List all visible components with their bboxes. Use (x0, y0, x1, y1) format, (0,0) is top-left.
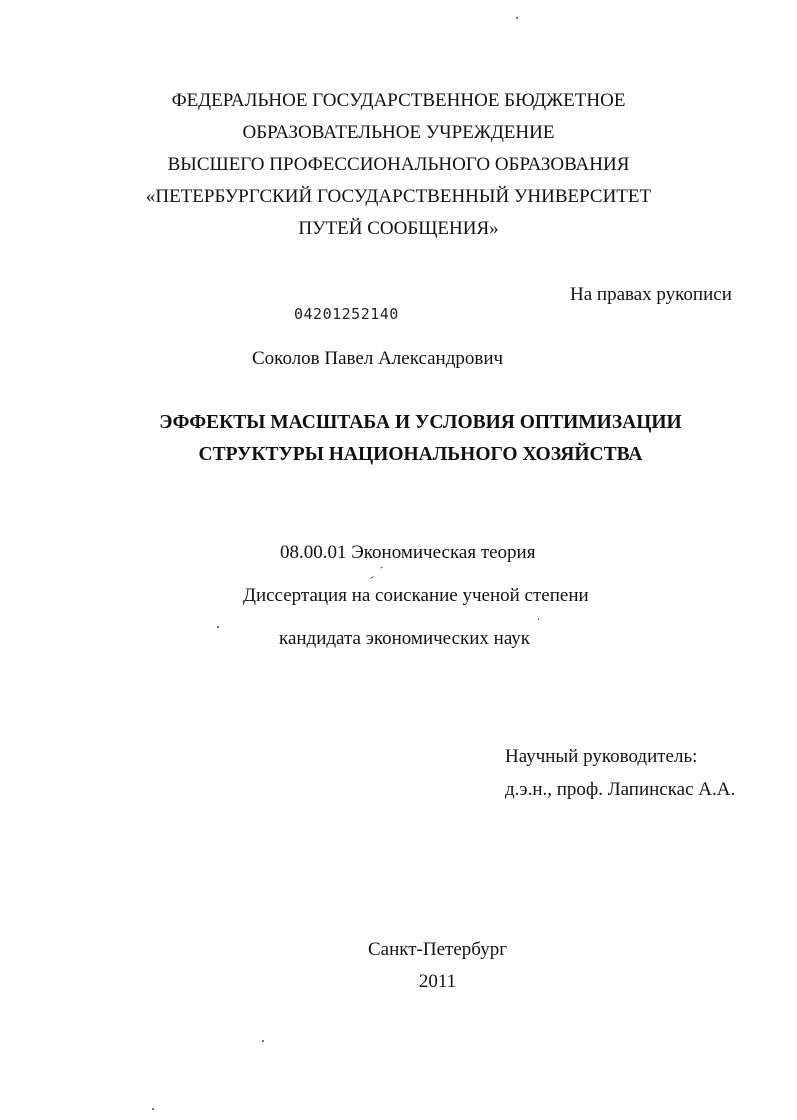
catalog-number: 04201252140 (294, 305, 399, 323)
scan-speck (516, 17, 518, 19)
scan-speck (380, 566, 383, 568)
year: 2011 (418, 971, 457, 992)
header-line-4: «ПЕТЕРБУРГСКИЙ ГОСУДАРСТВЕННЫЙ УНИВЕРСИТЕТ (145, 186, 652, 207)
scan-speck (370, 576, 374, 579)
scan-speck (152, 1108, 154, 1110)
manuscript-note: На правах рукописи (570, 284, 732, 305)
specialty: 08.00.01 Экономическая теория (280, 542, 536, 563)
header-line-3: ВЫСШЕГО ПРОФЕССИОНАЛЬНОГО ОБРАЗОВАНИЯ (167, 154, 630, 175)
header-line-5: ПУТЕЙ СООБЩЕНИЯ» (298, 218, 499, 239)
scan-speck (217, 626, 219, 628)
degree-line-1: Диссертация на соискание ученой степени (243, 585, 589, 606)
scan-speck (262, 1040, 264, 1042)
city: Санкт-Петербург (367, 939, 507, 960)
author-name: Соколов Павел Александрович (252, 348, 504, 369)
supervisor-name: д.э.н., проф. Лапинскас А.А. (505, 779, 736, 800)
header-line-2: ОБРАЗОВАТЕЛЬНОЕ УЧРЕЖДЕНИЕ (242, 122, 555, 143)
title-line-1: ЭФФЕКТЫ МАСШТАБА И УСЛОВИЯ ОПТИМИЗАЦИИ (159, 412, 682, 433)
title-line-2: СТРУКТУРЫ НАЦИОНАЛЬНОГО ХОЗЯЙСТВА (198, 444, 643, 465)
degree-line-2: кандидата экономических наук (279, 628, 531, 649)
header-line-1: ФЕДЕРАЛЬНОЕ ГОСУДАРСТВЕННОЕ БЮДЖЕТНОЕ (171, 90, 626, 111)
supervisor-label: Научный руководитель: (505, 746, 698, 767)
scan-speck (538, 618, 539, 620)
